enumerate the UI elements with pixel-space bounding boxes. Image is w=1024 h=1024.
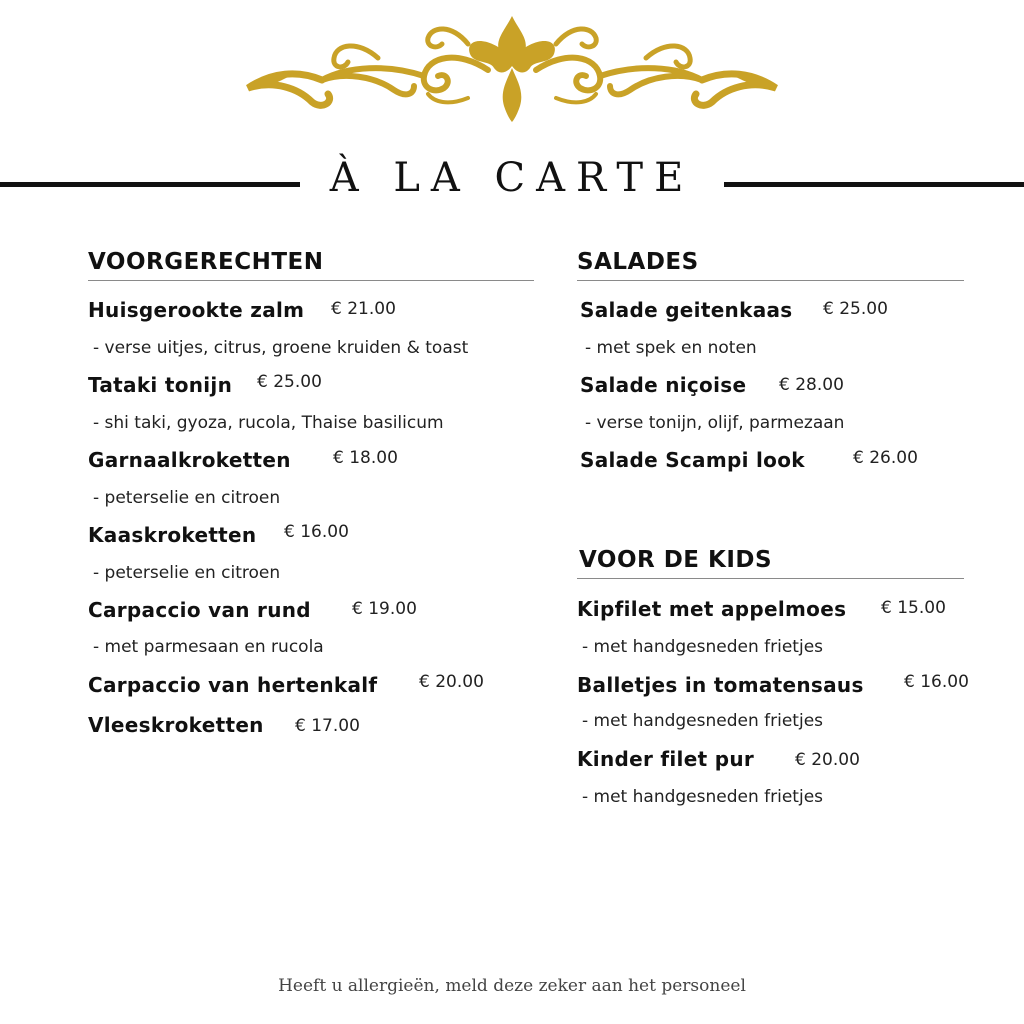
menu-item-price: € 16.00 <box>284 522 349 542</box>
menu-item-name: Balletjes in tomatensaus <box>577 673 864 697</box>
menu-item-name: Kinder filet pur <box>577 747 755 771</box>
section-rule <box>577 578 964 579</box>
menu-item-price: € 28.00 <box>779 375 844 395</box>
menu-item-description: - shi taki, gyoza, rucola, Thaise basilicum <box>93 413 444 433</box>
menu-item-price: € 18.00 <box>333 448 398 468</box>
section-heading-voorgerechten: VOORGERECHTEN <box>88 249 324 275</box>
menu-item-name: Salade Scampi look <box>580 448 805 472</box>
menu-item-description: - met spek en noten <box>585 338 757 358</box>
section-heading-kids: VOOR DE KIDS <box>579 547 773 573</box>
gold-flourish-icon <box>238 10 786 128</box>
menu-item-name: Salade niçoise <box>580 373 747 397</box>
section-heading-salades: SALADES <box>577 249 699 275</box>
menu-item-price: € 25.00 <box>823 299 888 319</box>
menu-item-name: Kaaskroketten <box>88 523 257 547</box>
menu-item-price: € 21.00 <box>331 299 396 319</box>
title-rule-left <box>0 182 300 187</box>
menu-item-price: € 17.00 <box>295 716 360 736</box>
menu-item-name: Carpaccio van rund <box>88 598 311 622</box>
menu-item-price: € 16.00 <box>904 672 969 692</box>
menu-item-name: Kipfilet met appelmoes <box>577 597 847 621</box>
menu-item-price: € 25.00 <box>257 372 322 392</box>
section-rule <box>577 280 964 281</box>
menu-item-price: € 26.00 <box>853 448 918 468</box>
menu-item-description: - verse uitjes, citrus, groene kruiden & toast <box>93 338 469 358</box>
menu-item-name: Carpaccio van hertenkalf <box>88 673 378 697</box>
menu-item-name: Salade geitenkaas <box>580 298 793 322</box>
section-rule <box>88 280 534 281</box>
title-rule-right <box>724 182 1024 187</box>
menu-item-name: Huisgerookte zalm <box>88 298 305 322</box>
menu-item-price: € 19.00 <box>352 599 417 619</box>
menu-item-price: € 20.00 <box>795 750 860 770</box>
menu-item-description: - met handgesneden frietjes <box>582 637 824 657</box>
menu-item-description: - verse tonijn, olijf, parmezaan <box>585 413 845 433</box>
allergy-note: Heeft u allergieën, meld deze zeker aan het personeel <box>278 976 746 996</box>
menu-item-description: - peterselie en citroen <box>93 488 281 508</box>
menu-item-name: Vleeskroketten <box>88 713 264 737</box>
menu-item-description: - met handgesneden frietjes <box>582 787 824 807</box>
menu-item-description: - met parmesaan en rucola <box>93 637 324 657</box>
menu-item-description: - peterselie en citroen <box>93 563 281 583</box>
menu-item-price: € 15.00 <box>881 598 946 618</box>
page-title: À LA CARTE <box>329 155 695 201</box>
menu-item-price: € 20.00 <box>419 672 484 692</box>
menu-item-name: Tataki tonijn <box>88 373 233 397</box>
menu-item-name: Garnaalkroketten <box>88 448 291 472</box>
menu-item-description: - met handgesneden frietjes <box>582 711 824 731</box>
